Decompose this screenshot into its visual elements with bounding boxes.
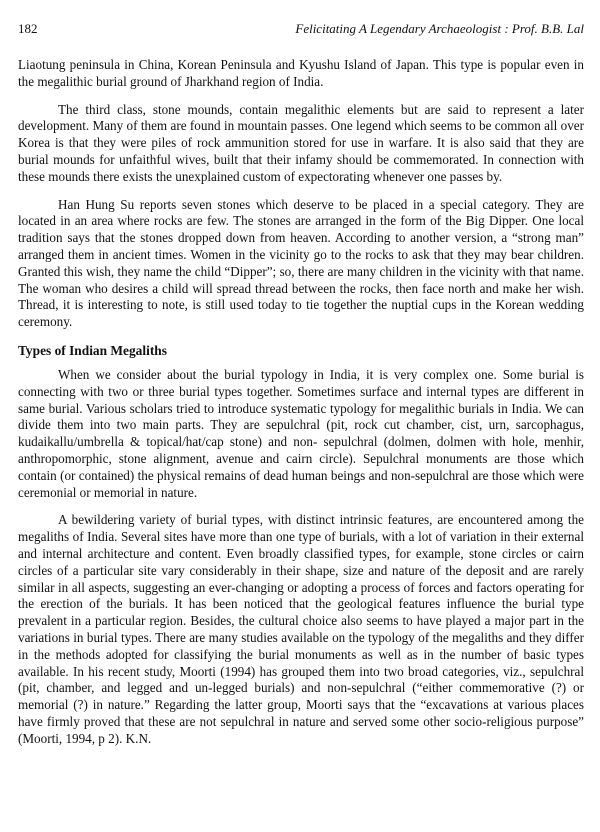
book-page — [18, 0, 584, 832]
paragraph-stone-mounds: The third class, stone mounds, contain megalithic elements but are said to represent a later development. Many of them are found in mountain passes. One legend which seems to be common all over Korea is that they were piles of rock ammunition stored for use in warfare. It is also said that they are burial mounds for unfaithful wives, built that their infamy should be commemorated. In connection with these mounds there exists the unexplained custom of expectorating whenever one passes by. — [18, 101, 584, 184]
paragraph-burial-variety: A bewildering variety of burial types, with distinct intrinsic features, are encountered among the megaliths of India. Several sites have more than one type of burials, with a lot of variation in their external and internal architecture and content. Even broadly classified types, for example, stone circles or cairn circles of a particular site vary considerably in their shape, size and nature of the deposit and are rarely similar in all aspects, suggesting an ever-changing or adopting a process of forces and factors operating for the erection of the burials. It has been noticed that the geological features influence the burial type prevalent in a particular region. Besides, the cultural choice also seems to have played a major part in the variations in burial types. There are many studies available on the typology of the megaliths and they differ in the methods adopted for classifying the burial monuments as well as in the number of basic types available. In his recent study, Moorti (1994) has grouped them into two broad categories, viz., sepulchral (pit, chamber, and legged and un-legged burials) and non-sepulchral (“either commemorative (?) or memorial (?) in nature.” Regarding the latter group, Moorti says that the “excavations at various places have firmly proved that these are not sepulchral in nature and served some other socio-religious purpose” (Moorti, 1994, p 2). K.N. — [18, 512, 584, 746]
running-title: Felicitating A Legendary Archaeologist : Prof. B.B. Lal — [295, 21, 584, 36]
paragraph-seven-stones: Han Hung Su reports seven stones which deserve to be placed in a special category. They are located in an area where rocks are few. The stones are arranged in the form of the Big Dipper. One local tradition says that the stones dropped down from heaven. According to another version, a “strong man” arranged them in ancient times. Women in the vicinity go to the rocks to ask that they may bear children. Granted this wish, they name the child “Dipper”; so, there are many children in the vicinity with that name. The woman who desires a child will spread thread between the rocks, then face north and make her wish. Thread, it is interesting to note, is still used today to tie together the nuptial cups in the Korean wedding ceremony. — [18, 196, 584, 330]
running-header — [18, 20, 584, 38]
paragraph-burial-typology: When we consider about the burial typology in India, it is very complex one. Some burial is connecting with two or three burial types together. Sometimes surface and internal types are different in same burial. Various scholars tried to introduce systematic typology for megalithic burials in India. We can divide them into two main parts. They are sepulchral (pit, rock cut chamber, cist, urn, sarcophagus, kudaikallu/umbrella & topical/hat/cap stone) and non- sepulchral (dolmen, dolmen with hole, menhir, anthropomorphic, stone alignment, avenue and cairn circle). Sepulchral monuments are those which contain (or contained) the physical remains of dead human beings and non-sepulchral are those which were ceremonial or memorial in nature. — [18, 366, 584, 500]
body-text — [18, 57, 584, 758]
section-heading: Types of Indian Megaliths — [18, 342, 167, 358]
page-number: 182 — [18, 21, 38, 36]
paragraph-continuation: Liaotung peninsula in China, Korean Peninsula and Kyushu Island of Japan. This type is popular even in the megalithic burial ground of Jharkhand region of India. — [18, 57, 584, 89]
